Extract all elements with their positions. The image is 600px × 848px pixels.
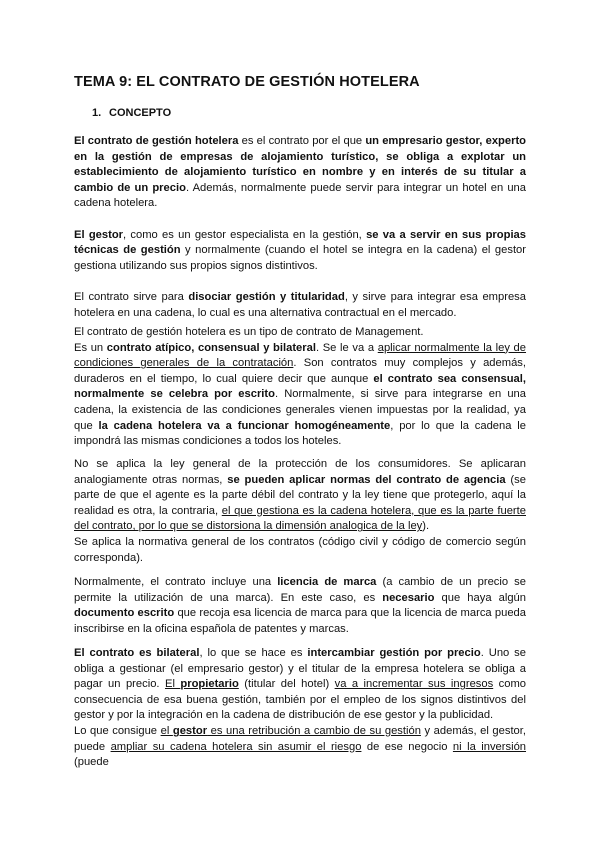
- text-run: aplicar normalmente la ley de condiciones generales de la contratación: [74, 341, 527, 370]
- text-run: gestor: [172, 724, 208, 737]
- paragraph-consumidores: [74, 457, 526, 535]
- paragraph-gestor-retribucion: [74, 724, 526, 771]
- text-run: . Se le va a: [315, 341, 378, 354]
- text-run: el contrato sea consensual, normalmente se celebra por escrito: [74, 372, 526, 401]
- text-run: ).: [422, 520, 430, 533]
- paragraph-gestor: [74, 228, 526, 275]
- text-run: que haya algún: [434, 591, 526, 604]
- text-run: se va a servir en sus propias técnicas de gestión: [74, 228, 526, 257]
- text-run: (puede: [74, 756, 109, 769]
- text-run: Es un: [74, 341, 107, 354]
- text-run: es una retribución a cambio de su gestión: [207, 724, 421, 737]
- text-run: y normalmente (cuando el hotel se integra en la cadena) el gestor gestiona utilizando sus propios signos distintivos.: [74, 244, 526, 272]
- text-run: El contrato de gestión hotelera es un tipo de contrato de Management.: [74, 326, 424, 338]
- paragraph-management: [74, 325, 526, 341]
- paragraph-atipico: [74, 341, 526, 450]
- text-run: que recoja esa licencia de marca para que la licencia de marca pueda inscribirse en la oficina española de patentes y marcas.: [74, 607, 526, 635]
- text-run: necesario: [382, 591, 435, 604]
- text-run: es el contrato por el que: [238, 135, 366, 147]
- text-run: licencia de marca: [277, 576, 377, 588]
- text-run: , como es un gestor especialista en la gestión,: [123, 228, 367, 241]
- text-run: (a cambio de un precio se permite la utilización de una marca). En este caso, es: [74, 576, 526, 604]
- text-run: , lo que se hace es: [199, 647, 308, 659]
- paragraph-definition: [74, 134, 526, 212]
- paragraph-licencia: [74, 575, 526, 637]
- text-run: el que gestiona es la cadena hotelera, que es la parte fuerte del contrato, por lo que se distorsiona la dimensión analogica de la ley: [74, 504, 526, 533]
- text-run: intercambiar gestión por precio: [307, 647, 481, 659]
- text-run: documento escrito: [74, 607, 175, 620]
- text-run: . Uno se obliga a gestionar (el empresario gestor) y el titular de la empresa hotelera se obliga a pagar un precio.: [74, 647, 527, 691]
- text-run: ni la inversión: [452, 740, 527, 753]
- text-run: ampliar su cadena hotelera sin asumir el riesgo: [110, 740, 362, 753]
- section-number: 1.: [92, 107, 102, 119]
- body-block-5: [74, 646, 526, 771]
- text-run: El contrato es bilateral: [74, 647, 200, 659]
- text-run: propietario: [180, 678, 239, 691]
- text-run: (titular del hotel): [238, 678, 335, 691]
- text-run: . Son contratos muy complejos y además, duraderos en el tiempo, lo cual quiere decir que aunque: [74, 357, 526, 385]
- text-run: Lo que consigue: [74, 724, 161, 737]
- text-run: . Normalmente, si sirve para integrarse en una cadena, la existencia de las condiciones generales vienen impuestas por la realidad, ya que: [74, 388, 526, 432]
- section-heading: [92, 107, 171, 119]
- paragraph-bilateral: [74, 646, 526, 724]
- text-run: Se aplica la normativa general de los contratos (código civil y código de comercio según corresponda).: [74, 535, 526, 564]
- text-run: como consecuencia de esa buena gestión, también por el empleo de los signos distintivos del gestor y por la integración en la cadena de distribución de ese gestor y la publicidad.: [74, 678, 527, 722]
- text-run: disociar gestión y titularidad: [188, 290, 345, 303]
- text-run: , por lo que la cadena le impondrá las mismas condiciones a todos los hoteles.: [74, 419, 526, 448]
- body-block-4: [74, 575, 526, 637]
- text-run: No se aplica la ley general de la protección de los consumidores. Se aplicaran analogiamente otras normas,: [74, 458, 526, 486]
- text-run: un empresario gestor, experto en la gestión de empresas de alojamiento turístico, se obliga a explotar un establecimiento de alojamiento turístico en nombre y en interés de su titular a cambio de un precio: [74, 135, 527, 194]
- text-run: . Además, normalmente puede servir para integrar un hotel en una cadena hotelera.: [74, 181, 526, 210]
- text-run: de ese negocio: [361, 740, 453, 753]
- document-title: TEMA 9: EL CONTRATO DE GESTIÓN HOTELERA: [74, 74, 420, 90]
- text-run: y además, el gestor, puede: [74, 724, 526, 753]
- body-block-3: [74, 457, 526, 566]
- text-run: contrato atípico, consensual y bilateral: [106, 341, 316, 354]
- text-run: Normalmente, el contrato incluye una: [74, 576, 278, 588]
- text-run: (se parte de que el agente es la parte débil del contrato y la ley tiene que protegerlo, aquí la realidad es otra, la contraria,: [74, 473, 526, 517]
- paragraph-disociar: [74, 290, 526, 321]
- text-run: va a incrementar sus ingresos: [334, 678, 494, 691]
- text-run: , y sirve para integrar esa empresa hotelera en una cadena, lo cual es una alternativa contractual en el mercado.: [74, 290, 526, 319]
- body-block-2: [74, 325, 526, 450]
- text-run: el: [160, 724, 173, 737]
- text-run: El: [164, 678, 181, 691]
- body-block-1: [74, 134, 526, 321]
- text-run: la cadena hotelera va a funcionar homogéneamente: [98, 419, 391, 432]
- paragraph-normativa: [74, 535, 526, 566]
- text-run: El contrato sirve para: [74, 290, 189, 303]
- text-run: se pueden aplicar normas del contrato de agencia: [227, 473, 506, 486]
- text-run: El contrato de gestión hotelera: [74, 135, 239, 147]
- text-run: El gestor: [74, 228, 124, 241]
- section-label: CONCEPTO: [109, 107, 172, 119]
